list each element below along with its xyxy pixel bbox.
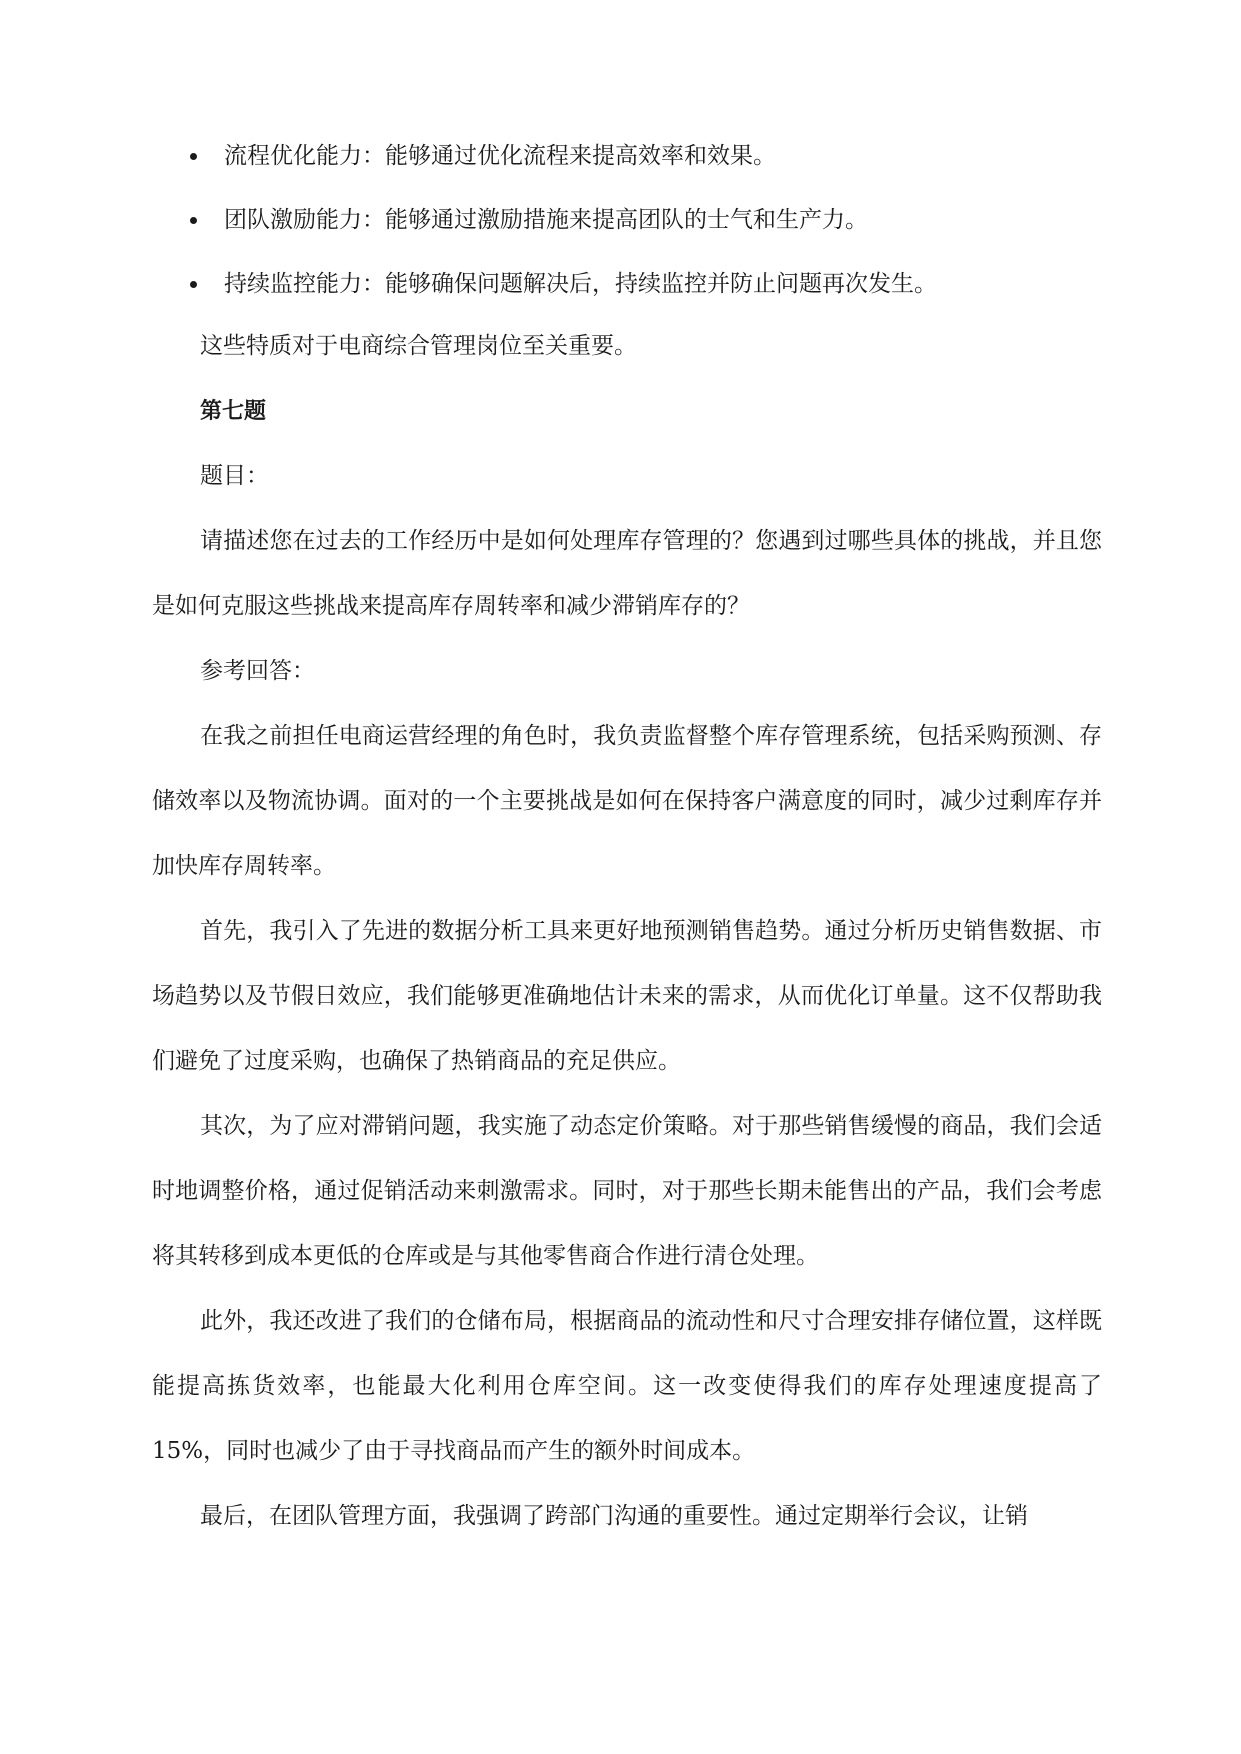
answer-paragraph: 在我之前担任电商运营经理的角色时，我负责监督整个库存管理系统，包括采购预测、存储效率以及物流协调。面对的一个主要挑战是如何在保持客户满意度的同时，减少过剩库存并加快库存周转率。	[152, 723, 1102, 879]
summary-paragraph: 这些特质对于电商综合管理岗位至关重要。	[200, 333, 637, 359]
answer-paragraph: 其次，为了应对滞销问题，我实施了动态定价策略。对于那些销售缓慢的商品，我们会适时地调整价格，通过促销活动来刺激需求。同时，对于那些长期未能售出的产品，我们会考虑将其转移到成本更低的仓库或是与其他零售商合作进行清仓处理。	[152, 1113, 1102, 1269]
question-text: 请描述您在过去的工作经历中是如何处理库存管理的？您遇到过哪些具体的挑战，并且您是如何克服这些挑战来提高库存周转率和减少滞销库存的？	[152, 528, 1102, 619]
ability-bullet-list	[152, 140, 1102, 300]
bullet-icon	[190, 217, 197, 224]
bullet-item	[152, 268, 1102, 300]
document-body	[152, 140, 1102, 1549]
bullet-icon	[190, 281, 197, 288]
answer-label: 参考回答：	[200, 658, 315, 684]
bullet-item	[152, 204, 1102, 236]
question-label: 题目：	[200, 463, 269, 489]
answer-paragraph: 此外，我还改进了我们的仓储布局，根据商品的流动性和尺寸合理安排存储位置，这样既能提高拣货效率，也能最大化利用仓库空间。这一改变使得我们的库存处理速度提高了 15%，同时也减少了由于寻找商品而产生的额外时间成本。	[152, 1308, 1102, 1464]
section-title: 第七题	[200, 399, 267, 424]
bullet-icon	[190, 153, 197, 160]
answer-paragraph: 首先，我引入了先进的数据分析工具来更好地预测销售趋势。通过分析历史销售数据、市场趋势以及节假日效应，我们能够更准确地估计未来的需求，从而优化订单量。这不仅帮助我们避免了过度采购，也确保了热销商品的充足供应。	[152, 918, 1102, 1074]
bullet-text: 持续监控能力：能够确保问题解决后，持续监控并防止问题再次发生。	[224, 271, 937, 297]
bullet-item	[152, 140, 1102, 172]
answer-paragraph: 最后，在团队管理方面，我强调了跨部门沟通的重要性。通过定期举行会议，让销	[200, 1503, 1028, 1529]
bullet-text: 团队激励能力：能够通过激励措施来提高团队的士气和生产力。	[224, 207, 868, 233]
bullet-text: 流程优化能力：能够通过优化流程来提高效率和效果。	[224, 143, 776, 169]
